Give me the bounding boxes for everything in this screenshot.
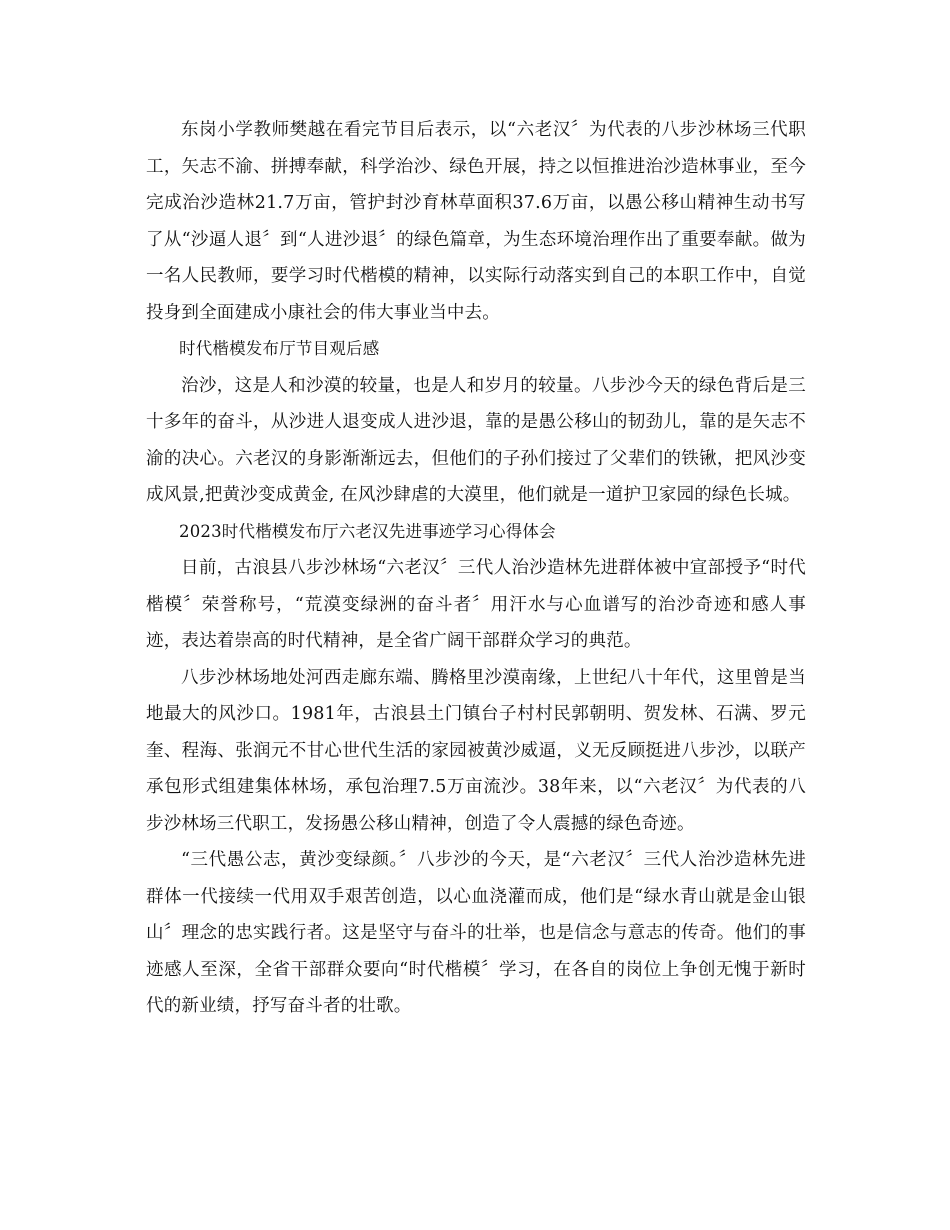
- paragraph-honor-title: 日前，古浪县八步沙林场“六老汉〞三代人治沙造林先进群体被中宣部授予“时代楷模〞荣誉称号，“荒漠变绿洲的奋斗者〞用汗水与心血谱写的治沙奇迹和感人事迹，表达着崇高的时代精神，是全省广阔干部群众学习的典范。: [146, 558, 806, 651]
- paragraph-three-generations: “三代愚公志，黄沙变绿颜。〞八步沙的今天，是“六老汉〞三代人治沙造林先进群体一代接续一代用双手艰苦创造，以心血浇灌而成，他们是“绿水青山就是金山银山〞理念的忠实践行者。这是坚守与奋斗的壮举，也是信念与意志的传奇。他们的事迹感人至深，全省干部群众要向“时代楷模〞学习，在各自的岗位上争创无愧于新时代的新业绩，抒写奋斗者的壮歌。: [146, 850, 806, 1016]
- document-page: [146, 112, 806, 1025]
- section-heading-reflection: 时代楷模发布厅节目观后感: [179, 339, 380, 358]
- paragraph-forest-farm-history: 八步沙林场地处河西走廊东端、腾格里沙漠南缘，上世纪八十年代，这里曾是当地最大的风沙口。1981年，古浪县土门镇台子村村民郭朝明、贺发林、石满、罗元奎、程海、张润元不甘心世代生活的家园被黄沙威逼，义无反顾挺进八步沙，以联产承包形式组建集体林场，承包治理7.5万亩流沙。38年来，以“六老汉〞为代表的八步沙林场三代职工，发扬愚公移山精神，创造了令人震撼的绿色奇迹。: [146, 667, 806, 834]
- section-heading-study-notes: 2023时代楷模发布厅六老汉先进事迹学习心得体会: [179, 521, 556, 541]
- paragraph-teacher-remarks: 东岗小学教师樊越在看完节目后表示，以“六老汉〞为代表的八步沙林场三代职工，矢志不渝、拼搏奉献，科学治沙、绿色开展，持之以恒推进治沙造林事业，至今完成治沙造林21.7万亩，管护封沙育林草面积37.6万亩，以愚公移山精神生动书写了从“沙逼人退〞到“人进沙退〞的绿色篇章，为生态环境治理作出了重要奉献。做为一名人民教师，要学习时代楷模的精神，以实际行动落实到自己的本职工作中，自觉投身到全面建成小康社会的伟大事业当中去。: [146, 120, 806, 323]
- paragraph-desert-contest: 治沙，这是人和沙漠的较量，也是人和岁月的较量。八步沙今天的绿色背后是三十多年的奋斗，从沙进人退变成人进沙退，靠的是愚公移山的韧劲儿，靠的是矢志不渝的决心。六老汉的身影渐渐远去，但他们的子孙们接过了父辈们的铁锹，把风沙变成风景,把黄沙变成黄金, 在风沙肆虐的大漠里，他们就是一道护卫家园的绿色长城。: [146, 375, 806, 505]
